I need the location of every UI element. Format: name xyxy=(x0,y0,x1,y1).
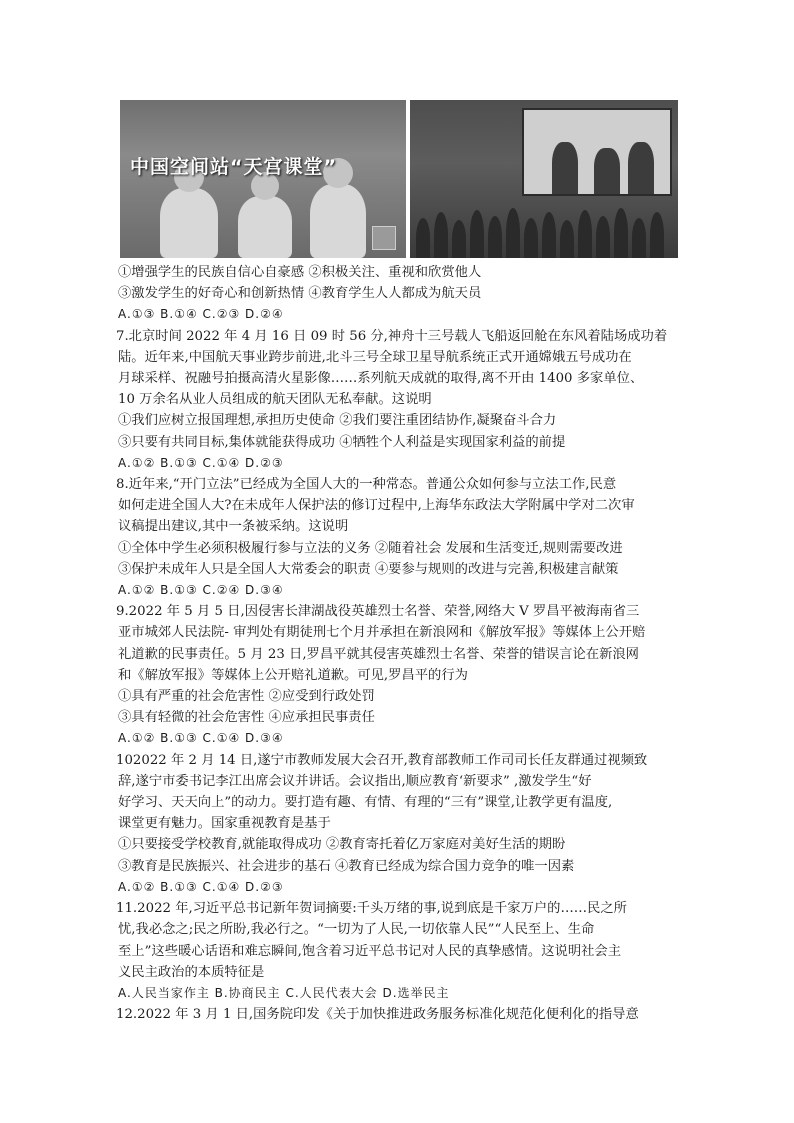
text-line: 义民主政治的本质特征是 xyxy=(118,964,265,980)
text-line: 议稿提出建议,其中一条被采纳。这说明 xyxy=(118,519,349,535)
answer-options: A.①② B.①③ C.①④ D.②③ xyxy=(118,879,284,894)
student-audience xyxy=(410,200,678,258)
question-stem: 8.近年来,“开门立法”已经成为全国人大的一种常态。普通公众如何参与立法工作,民意 xyxy=(116,477,617,493)
question-stem: 9.2022 年 5 月 5 日,因侵害长津湖战役英雄烈士名誉、荣誉,网络大 V 罗昌平被海南省三 xyxy=(116,604,640,620)
text-line: ①我们应树立报国理想,承担历史使命 ②我们要注重团结协作,凝聚奋斗合力 xyxy=(118,413,557,429)
answer-options: A.①② B.①③ C.①④ D.③④ xyxy=(118,731,284,746)
astronaut-figure xyxy=(310,184,366,258)
text-line: 如何走进全国人大?在未成年人保护法的修订过程中,上海华东政法大学附属中学对二次审 xyxy=(118,498,635,514)
question-stem: 102022 年 2 月 14 日,遂宁市教师发展大会召开,教育部教师工作司司长任友群通过视频致 xyxy=(116,752,648,768)
text-line: ③激发学生的好奇心和创新热情 ④教育学生人人都成为航天员 xyxy=(118,286,482,302)
question-text xyxy=(118,262,678,1025)
photo-caption-title: 中国空间站“天宫课堂” xyxy=(130,156,337,178)
astronaut-figure xyxy=(238,196,292,258)
text-line: 辞,遂宁市委书记李江出席会议并讲话。会议指出,顺应教育‘新要求” ,激发学生“好 xyxy=(118,773,592,789)
text-line: 至上”这些暖心话语和难忘瞬间,饱含着习近平总书记对人民的真挚感情。这说明社会主 xyxy=(118,943,622,959)
answer-options: A.①② B.①③ C.①④ D.②③ xyxy=(118,455,284,470)
text-line: ③只要有共同目标,集体就能获得成功 ④牺牲个人利益是实现国家利益的前提 xyxy=(118,434,566,450)
text-line: ①具有严重的社会危害性 ②应受到行政处罚 xyxy=(118,689,375,705)
question-stem: 7.北京时间 2022 年 4 月 16 日 09 时 56 分,神舟十三号载人飞船返回舱在东风着陆场成功着 xyxy=(116,328,668,344)
text-line: 月球采样、祝融号拍摄高清火星影像……系列航天成就的取得,离不开由 1400 多家单位、 xyxy=(118,371,644,387)
text-line: ①只要接受学校教育,就能取得成功 ②教育寄托着亿万家庭对美好生活的期盼 xyxy=(118,837,566,853)
text-line: 课堂更有魅力。国家重视教育是基于 xyxy=(118,816,331,832)
news-logo-icon xyxy=(372,226,396,250)
text-line: 10 万余名从业人员组成的航天团队无私奉献。这说明 xyxy=(118,392,432,408)
text-line: ①全体中学生必须积极履行参与立法的义务 ②随着社会 发展和生活变迁,规则需要改进 xyxy=(118,540,623,556)
audience-photo xyxy=(410,100,678,258)
text-line: 礼道歉的民事责任。5 月 23 日,罗昌平就其侵害英雄烈士名誉、荣誉的错误言论在新浪网 xyxy=(118,646,639,662)
text-line: ③保护未成年人只是全国人大常委会的职责 ④要参与规则的改进与完善,积极建言献策 xyxy=(118,561,619,577)
exam-page xyxy=(118,100,678,1025)
text-line: 忧,我必念之;民之所盼,我必行之。“一切为了人民,一切依靠人民”“人民至上、生命 xyxy=(118,922,595,938)
question-stem: 11.2022 年,习近平总书记新年贺词摘要:千头万绪的事,说到底是千家万户的……民之所 xyxy=(116,901,627,917)
astronaut-figure xyxy=(160,188,218,258)
answer-options: A.①② B.①③ C.②④ D.③④ xyxy=(118,583,284,598)
text-line: 亚市城郊人民法院- 审判处有期徒刑七个月并承担在新浪网和《解放军报》等媒体上公开赔 xyxy=(118,625,646,641)
broadcast-screen xyxy=(522,108,672,196)
text-line: 陆。近年来,中国航天事业跨步前进,北斗三号全球卫星导航系统正式开通嫦娥五号成功在 xyxy=(118,349,632,365)
text-line: ③教育是民族振兴、社会进步的基石 ④教育已经成为综合国力竞争的唯一因素 xyxy=(118,858,575,874)
answer-options: A.①③ B.①④ C.②③ D.②④ xyxy=(118,307,284,322)
photo-figure xyxy=(120,100,678,258)
answer-options: A.人民当家作主 B.协商民主 C.人民代表大会 D.选举民主 xyxy=(118,985,450,1000)
text-line: 和《解放军报》等媒体上公开赔礼道歉。可见,罗昌平的行为 xyxy=(118,667,468,683)
question-stem: 12.2022 年 3 月 1 日,国务院印发《关于加快推进政务服务标准化规范化便利化的指导意 xyxy=(116,1007,639,1023)
text-line: 好学习、天天向上”的动力。要打造有趣、有情、有理的“三有”课堂,让教学更有温度, xyxy=(118,795,613,811)
text-line: ③具有轻微的社会危害性 ④应承担民事责任 xyxy=(118,710,375,726)
text-line: ①增强学生的民族自信心自豪感 ②积极关注、重视和欣赏他人 xyxy=(118,265,482,280)
space-classroom-photo xyxy=(120,100,406,258)
